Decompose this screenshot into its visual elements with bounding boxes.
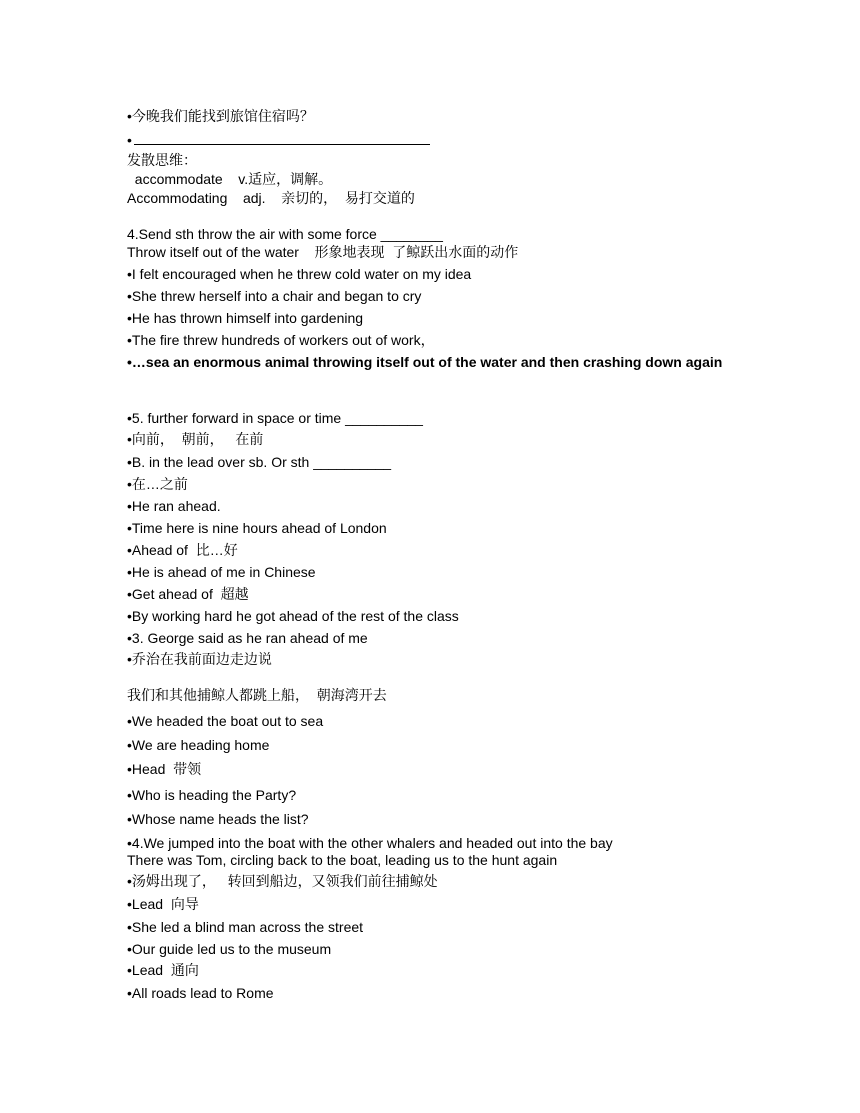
list-item: •…sea an enormous animal throwing itself out of the water and then crashing down again (127, 354, 723, 370)
list-item: •Lead 通向 (127, 962, 199, 978)
list-item: •We are heading home (127, 737, 270, 753)
list-item: •We headed the boat out to sea (127, 713, 324, 729)
list-item: •He ran ahead. (127, 498, 221, 514)
list-item: •He has thrown himself into gardening (127, 310, 364, 326)
text-line: There was Tom, circling back to the boat, leading us to the hunt again (127, 852, 558, 868)
list-item: •Get ahead of 超越 (127, 586, 249, 602)
list-item: •5. further forward in space or time __________ (127, 410, 423, 426)
list-item: •Head 带领 (127, 761, 202, 777)
text-line: 我们和其他捕鲸人都跳上船， 朝海湾开去 (127, 687, 387, 703)
list-item: •I felt encouraged when he threw cold water on my idea (127, 266, 472, 282)
list-item: •Ahead of 比…好 (127, 542, 238, 558)
list-item: •Whose name heads the list? (127, 811, 309, 827)
list-item: •She threw herself into a chair and began to cry (127, 288, 422, 304)
list-item: •B. in the lead over sb. Or sth __________ (127, 454, 392, 470)
text-line: Accommodating adj. 亲切的， 易打交道的 (127, 190, 415, 206)
list-item: •Lead 向导 (127, 896, 199, 912)
list-item: •4.We jumped into the boat with the other whalers and headed out into the bay (127, 835, 613, 851)
list-item: •乔治在我前面边走边说 (127, 651, 272, 667)
list-item: •Who is heading the Party? (127, 787, 297, 803)
list-item: •She led a blind man across the street (127, 919, 364, 935)
text-line: 4.Send sth throw the air with some force ________ (127, 226, 443, 242)
list-item: •在…之前 (127, 476, 188, 492)
text-line: 发散思维： (127, 152, 197, 168)
list-item: •By working hard he got ahead of the rest of the class (127, 608, 459, 624)
text-line: •今晚我们能找到旅馆住宿吗？ (127, 108, 314, 124)
text-line: Throw itself out of the water 形象地表现 了鲸跃出水面的动作 (127, 244, 519, 260)
fill-in-blank (134, 132, 430, 145)
list-item: •汤姆出现了， 转回到船边，又领我们前往捕鲸处 (127, 873, 438, 889)
list-item: •All roads lead to Rome (127, 985, 274, 1001)
list-item: •3. George said as he ran ahead of me (127, 630, 368, 646)
list-item: •Our guide led us to the museum (127, 941, 332, 957)
answer-blank-line: • (127, 132, 737, 149)
list-item: •向前， 朝前， 在前 (127, 431, 264, 447)
list-item: •The fire threw hundreds of workers out of work， (127, 332, 435, 348)
list-item: •Time here is nine hours ahead of London (127, 520, 387, 536)
list-item: •He is ahead of me in Chinese (127, 564, 316, 580)
text-line: accommodate v.适应，调解。 (127, 171, 333, 187)
